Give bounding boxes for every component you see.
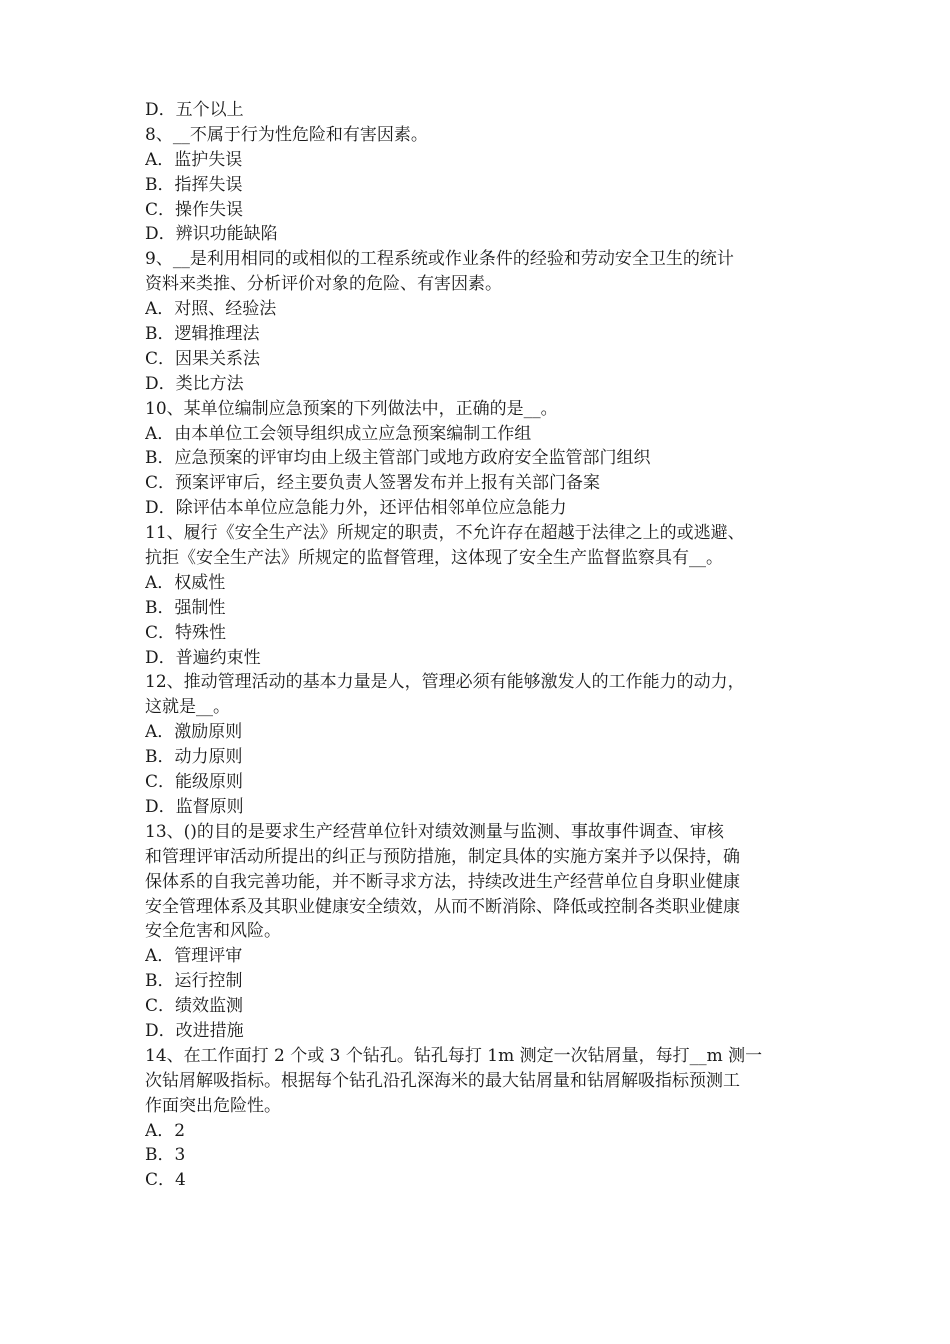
answer-option-line: C．预案评审后，经主要负责人签署发布并上报有关部门备案: [145, 473, 601, 494]
answer-option-line: D．改进措施: [145, 1020, 244, 1041]
answer-option-line: C．操作失误: [145, 199, 244, 220]
answer-option-line: A．由本单位工会领导组织成立应急预案编制工作组: [145, 423, 532, 444]
question-text-line: 资料来类推、分析评价对象的危险、有害因素。: [145, 274, 502, 295]
answer-option-line: C．4: [145, 1170, 186, 1191]
answer-option-line: B．3: [145, 1145, 186, 1166]
question-text-line: 10、某单位编制应急预案的下列做法中，正确的是__。: [145, 398, 558, 419]
answer-option-line: B．指挥失误: [145, 174, 243, 195]
answer-option-line: D．五个以上: [145, 100, 244, 120]
answer-option-line: C．特殊性: [145, 622, 227, 643]
answer-option-line: A．2: [145, 1120, 186, 1141]
answer-option-line: A．监护失误: [145, 149, 243, 170]
answer-option-line: A．对照、经验法: [145, 299, 277, 320]
question-text-line: 作面突出危险性。: [145, 1095, 281, 1116]
answer-option-line: A．激励原则: [145, 722, 243, 743]
question-text-line: 安全危害和风险。: [145, 921, 281, 942]
question-text-line: 次钻屑解吸指标。根据每个钻孔沿孔深海米的最大钻屑量和钻屑解吸指标预测工: [145, 1070, 740, 1091]
answer-option-line: B．动力原则: [145, 747, 243, 768]
answer-option-line: D．类比方法: [145, 373, 244, 394]
answer-option-line: B．运行控制: [145, 971, 243, 992]
answer-option-line: C．能级原则: [145, 772, 244, 793]
answer-option-line: D．监督原则: [145, 796, 244, 817]
answer-option-line: A．权威性: [145, 572, 226, 593]
question-text-line: 9、__是利用相同的或相似的工程系统或作业条件的经验和劳动安全卫生的统计: [145, 249, 734, 270]
answer-option-line: D．辨识功能缺陷: [145, 224, 278, 245]
answer-option-line: B．逻辑推理法: [145, 324, 260, 345]
question-text-line: 保体系的自我完善功能，并不断寻求方法，持续改进生产经营单位自身职业健康: [145, 871, 740, 892]
answer-option-line: A．管理评审: [145, 946, 243, 967]
answer-option-line: D．除评估本单位应急能力外，还评估相邻单位应急能力: [145, 498, 567, 519]
question-text-line: 11、履行《安全生产法》所规定的职责，不允许存在超越于法律之上的或逃避、: [145, 523, 745, 544]
answer-option-line: C．绩效监测: [145, 996, 244, 1017]
question-text-line: 和管理评审活动所提出的纠正与预防措施，制定具体的实施方案并予以保持，确: [145, 846, 740, 867]
question-text-line: 13、()的目的是要求生产经营单位针对绩效测量与监测、事故事件调查、审核: [145, 821, 724, 842]
question-text-line: 这就是__。: [145, 697, 230, 718]
question-text-line: 安全管理体系及其职业健康安全绩效，从而不断消除、降低或控制各类职业健康: [145, 896, 740, 917]
question-text-body: [145, 98, 810, 1193]
answer-option-line: B．强制性: [145, 597, 226, 618]
answer-option-line: C．因果关系法: [145, 348, 261, 369]
answer-option-line: D．普遍约束性: [145, 647, 261, 668]
question-text-line: 14、在工作面打 2 个或 3 个钻孔。钻孔每打 1m 测定一次钻屑量，每打__m 测一: [145, 1045, 763, 1066]
question-text-line: 12、推动管理活动的基本力量是人，管理必须有能够激发人的工作能力的动力，: [145, 672, 745, 693]
answer-option-line: B．应急预案的评审均由上级主管部门或地方政府安全监管部门组织: [145, 448, 651, 469]
question-text-line: 8、__不属于行为性危险和有害因素。: [145, 124, 428, 145]
question-text-line: 抗拒《安全生产法》所规定的监督管理，这体现了安全生产监督监察具有__。: [145, 548, 723, 569]
